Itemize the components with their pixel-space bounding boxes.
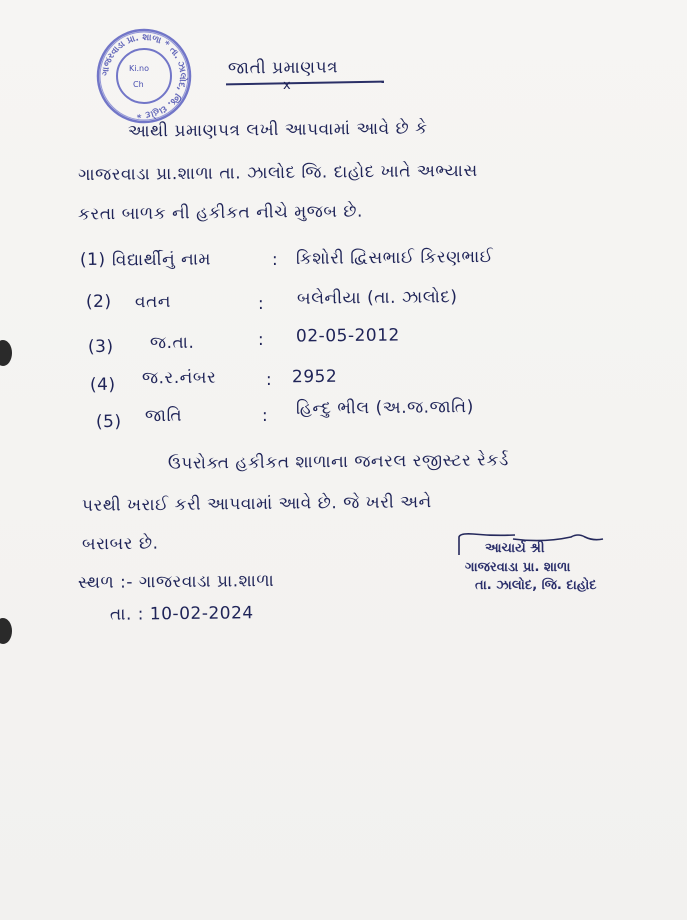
field-label: જ.તા. [149, 332, 195, 354]
title-mark: x [282, 77, 292, 94]
intro-line: કરતા બાળક ની હકીકત નીચે મુજબ છે. [77, 201, 363, 225]
field-value: 02-05-2012 [295, 325, 400, 347]
field-separator: : [257, 329, 265, 351]
school-seal [95, 27, 193, 125]
field-number: (5) [95, 411, 122, 433]
field-separator: : [271, 249, 279, 271]
signature-role: આચાર્ય શ્રી [485, 541, 545, 556]
punch-hole [0, 618, 12, 644]
field-label: વતન [134, 291, 172, 313]
svg-text:Ki.no: Ki.no [129, 64, 149, 73]
field-value: બલેનીયા (તા. ઝાલોદ) [296, 287, 458, 309]
page-title: જાતી પ્રમાણપત્ર [227, 57, 339, 79]
title-underline [226, 81, 384, 86]
field-separator: : [261, 405, 269, 427]
field-value: હિન્દુ ભીલ (અ.જ.જાતિ) [295, 397, 474, 419]
field-separator: : [265, 369, 273, 391]
field-value: કિશોરી દ્વિસભાઈ કિરણભાઈ [295, 246, 494, 270]
signature-location: તા. ઝાલોદ, જિ. દાહોદ [475, 578, 597, 593]
closing-line: પરથી ખરાઈ કરી આપવામાં આવે છે. જે ખરી અને [81, 492, 432, 516]
field-label: જાતિ [144, 405, 183, 427]
field-separator: : [257, 293, 265, 315]
punch-hole [0, 340, 12, 366]
date-line: તા. : 10-02-2024 [109, 603, 254, 625]
field-number: (3) [87, 336, 114, 358]
closing-line: બરાબર છે. [81, 533, 159, 555]
closing-line: ઉપરોક્ત હકીકત શાળાના જનરલ રજીસ્ટર રેકર્ડ [167, 450, 509, 474]
place-line: સ્થળ :- ગાજરવાડા પ્રા.શાળા [77, 570, 275, 594]
signature-school: ગાજરવાડા પ્રા. શાળા [465, 560, 571, 575]
field-number: (4) [89, 374, 116, 396]
svg-text:Ch: Ch [133, 80, 144, 89]
field-label: જ.ર.નંબર [141, 367, 217, 389]
field-number: (1) [79, 249, 106, 271]
intro-line: આથી પ્રમાણપત્ર લખી આપવામાં આવે છે કે [127, 118, 428, 142]
field-label: વિદ્યાર્થીનું નામ [111, 249, 212, 271]
intro-line: ગાજરવાડા પ્રા.શાળા તા. ઝાલોદ જિ. દાહોદ ખાતે અભ્યાસ [77, 160, 478, 186]
svg-text:ગાજરવાડા પ્રા. શાળા * તા. ઝાલો: ગાજરવાડા પ્રા. શાળા * તા. ઝાલોદ, જિ. દાહોદ * [100, 32, 188, 120]
field-number: (2) [85, 291, 112, 313]
field-value: 2952 [291, 366, 338, 388]
